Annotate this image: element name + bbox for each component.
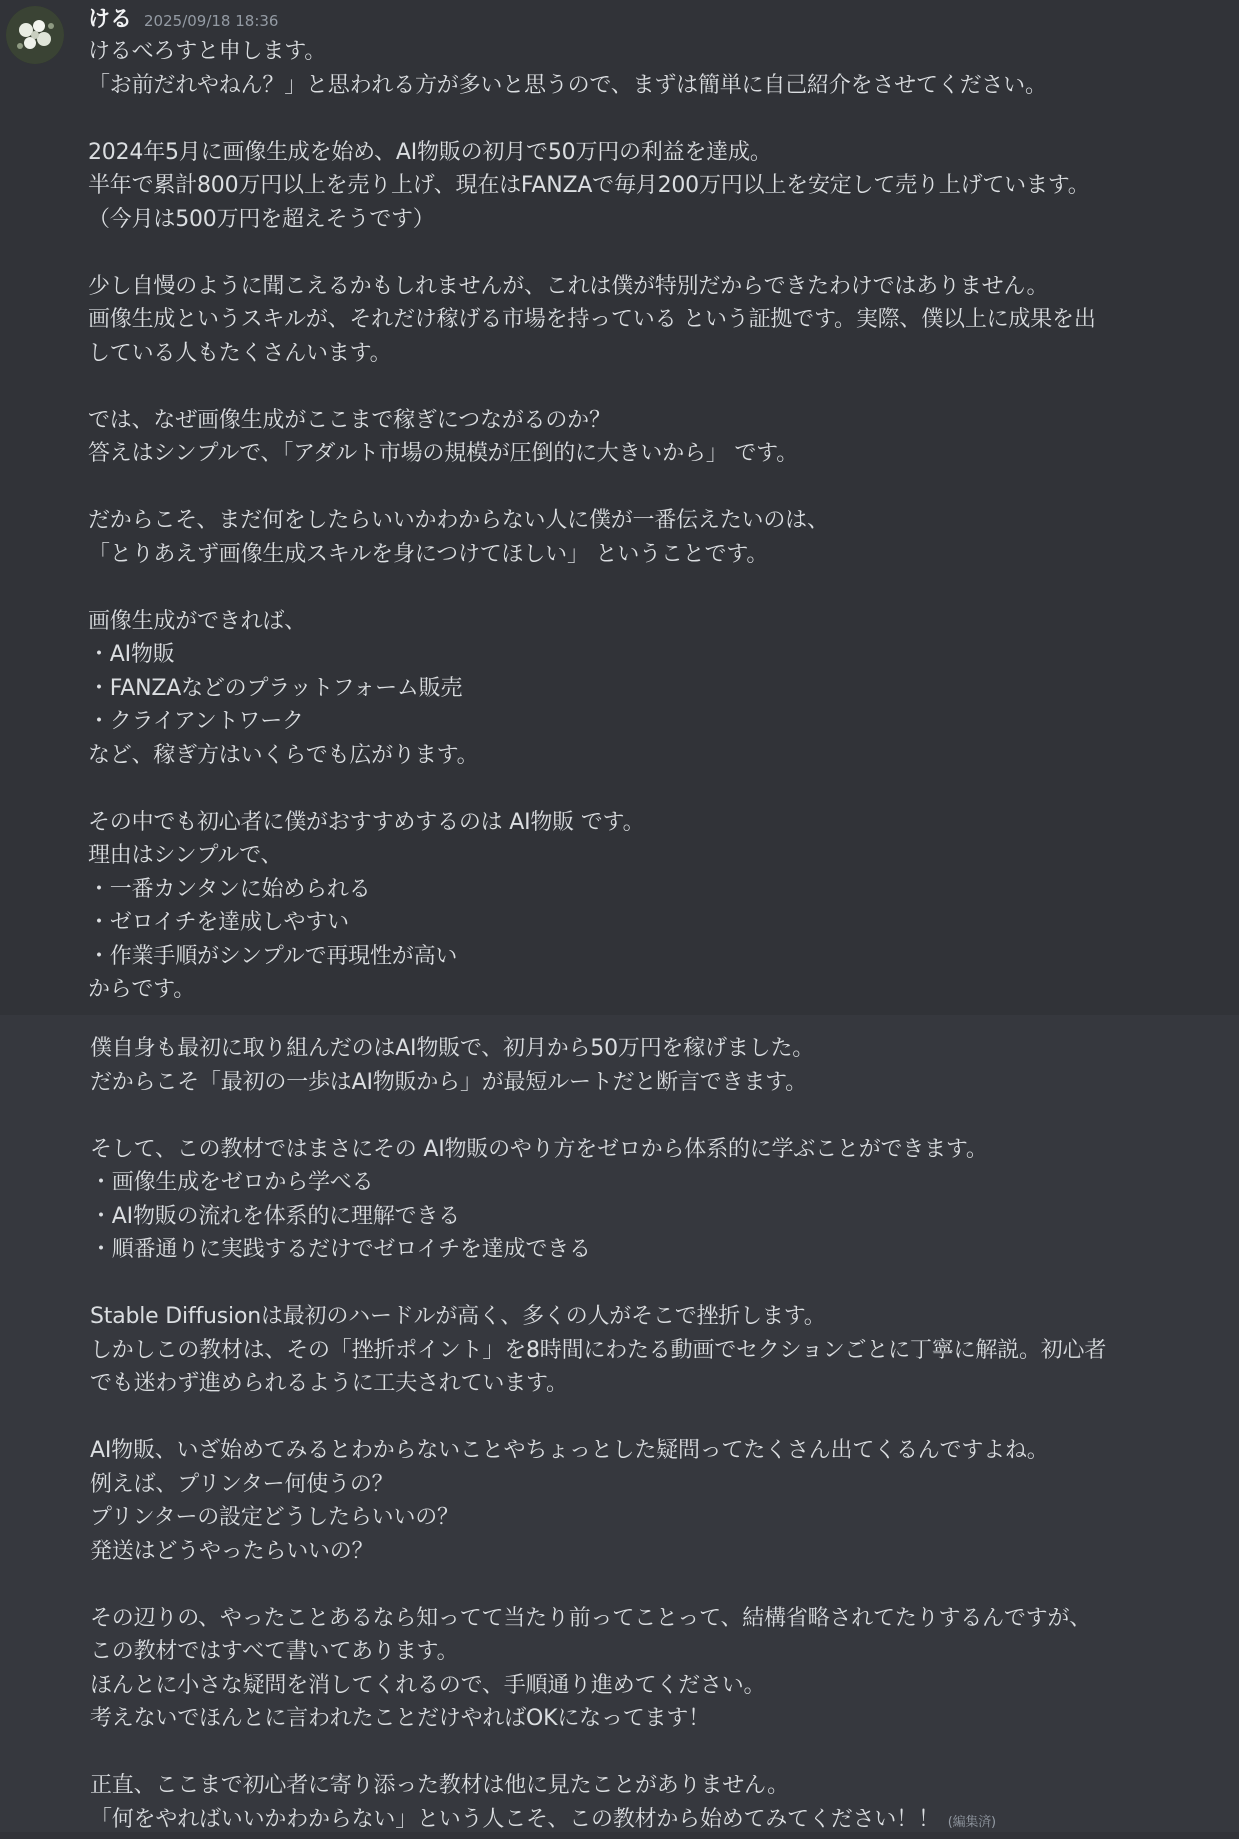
message-text-line [88,705,1228,739]
timestamp[interactable]: 2025/09/18 18:36 [144,12,279,30]
avatar[interactable] [6,6,64,64]
blank-line [90,1099,1230,1133]
message-text: 「とりあえず画像生成スキルを身につけてほしい」 ということです。 [88,541,769,567]
message-text-line [88,906,1228,940]
blank-line [88,571,1228,605]
message-text: プリンターの設定どうしたらいいの？ [90,1505,459,1530]
message-text: 半年で累計800万円以上を売り上げ、現在はFANZAで毎月200万円以上を安定して売り上げています。 [88,173,1090,198]
message-text: だからこそ「最初の一歩はAI物販から」が最短ルートだと断言できます。 [90,1069,807,1095]
blank-line [90,1736,1230,1770]
message-text-line [90,1200,1230,1234]
message-text-line [90,1635,1230,1669]
message-text-line [88,638,1228,672]
message-text-line [90,1032,1230,1066]
message-text-line [90,1066,1230,1100]
message-text: 僕自身も最初に取り組んだのはAI物販で、初月から50万円を稼げました。 [90,1036,815,1061]
message-text-line [88,203,1228,237]
message-text: ・画像生成をゼロから学べる [90,1170,374,1195]
blank-line [88,370,1228,404]
message-text-line [88,404,1228,438]
message-text: （今月は500万円を超えそうです） [88,206,435,232]
message-text-line [88,739,1228,773]
message-text: 「お前だれやねん？」と思われる方が多いと思うので、まずは簡単に自己紹介をさせてください。 [88,72,1047,98]
message-text: でも迷わず進められるように工夫されています。 [90,1371,568,1396]
message-text-line [90,1133,1230,1167]
message-text-line [88,69,1228,103]
message-text-line [90,1434,1230,1468]
message-text-line [90,1803,1230,1837]
blank-line [90,1401,1230,1435]
message-text: 理由はシンプルで、 [88,843,283,868]
message-text: 考えないでほんとに言われたことだけやればOKになってます！ [90,1706,710,1731]
message-text: ・AI物販の流れを体系的に理解できる [90,1203,460,1229]
message-text: している人もたくさんいます。 [88,340,392,366]
blank-line [88,236,1228,270]
message-text: ・ゼロイチを達成しやすい [88,910,349,935]
edited-label: (編集済) [947,1814,996,1830]
blank-line [90,1267,1230,1301]
message-text: ほんとに小さな疑問を消してくれるので、手順通り進めてください。 [90,1672,766,1698]
message-text-line [90,1334,1230,1368]
message-text-line [90,1602,1230,1636]
message-text: 正直、ここまで初心者に寄り添った教材は他に見たことがありません。 [90,1773,789,1798]
message-text: では、なぜ画像生成がここまで稼ぎにつながるのか？ [88,407,611,433]
message-text: だからこそ、まだ何をしたらいいかわからない人に僕が一番伝えたいのは、 [88,508,829,533]
avatar-image [6,6,64,64]
message-text: 少し自慢のように聞こえるかもしれませんが、これは僕が特別だからできたわけではありません。 [88,273,1049,299]
message-text-line [88,873,1228,907]
blank-line [88,471,1228,505]
message-text-line [88,973,1228,1007]
message-text: Stable Diffusionは最初のハードルが高く、多くの人がそこで挫折します。 [90,1304,826,1329]
message-text: ・作業手順がシンプルで再現性が高い [88,943,458,969]
message-text-line [88,437,1228,471]
message-text-line [90,1468,1230,1502]
message-text: 例えば、プリンター何使うの？ [90,1471,394,1497]
message-text: AI物販、いざ始めてみるとわからないことやちょっとした疑問ってたくさん出てくるんですよね。 [90,1438,1049,1463]
message-text: しかしこの教材は、その「挫折ポイント」を8時間にわたる動画でセクションごとに丁寧に解説。初心者 [90,1337,1107,1363]
username[interactable]: ける [88,7,133,32]
message-text-line [88,940,1228,974]
message-text-line [88,806,1228,840]
message-body-bottom [90,1032,1230,1836]
blank-line [88,102,1228,136]
message-text: からです。 [88,977,196,1002]
message-text-line [90,1669,1230,1703]
message-text-line [88,169,1228,203]
message-text: ・順番通りに実践するだけでゼロイチを達成できる [90,1237,591,1262]
blank-line [88,772,1228,806]
message-text: など、稼ぎ方はいくらでも広がります。 [88,742,479,768]
message-text-line [88,303,1228,337]
message-text: その中でも初心者に僕がおすすめするのは AI物販 です。 [88,809,645,835]
message-text-line [90,1535,1230,1569]
message-text-line [88,337,1228,371]
message-text-line [90,1769,1230,1803]
message-text-line [88,839,1228,873]
message-text-line [90,1300,1230,1334]
message-body-top [88,35,1228,1007]
message-header [88,2,278,32]
message-text-line [88,35,1228,69]
message-text: ・FANZAなどのプラットフォーム販売 [88,675,463,701]
message-text: 画像生成というスキルが、それだけ稼げる市場を持っている という証拠です。実際、僕以上に成果を出 [88,307,1096,332]
message-text: 発送はどうやったらいいの？ [90,1538,374,1564]
message-text: そして、この教材ではまさにその AI物販のやり方をゼロから体系的に学ぶことができます。 [90,1136,988,1162]
message-text: ・AI物販 [88,642,175,667]
message-text-line [90,1233,1230,1267]
message-text-line [90,1166,1230,1200]
message-text-line [88,504,1228,538]
message-text: その辺りの、やったことあるなら知ってて当たり前ってことって、結構省略されてたりするんですが、 [90,1605,1092,1631]
blank-line [90,1568,1230,1602]
message-text: この教材ではすべて書いてあります。 [90,1639,459,1664]
message-text: ・クライアントワーク [88,709,304,734]
message-text: 画像生成ができれば、 [88,608,307,634]
message-text-line [90,1367,1230,1401]
message-text-line [90,1702,1230,1736]
message-text-line [88,538,1228,572]
message-text: ・一番カンタンに始められる [88,876,371,902]
message-text-line [88,136,1228,170]
message-text: 2024年5月に画像生成を始め、AI物販の初月で50万円の利益を達成。 [88,139,772,165]
message-text: 「何をやればいいかわからない」という人こそ、この教材から始めてみてください！！ [90,1806,940,1832]
message-text-line [90,1501,1230,1535]
message-text-line [88,605,1228,639]
message-text: 答えはシンプルで、「アダルト市場の規模が圧倒的に大きいから」 です。 [88,441,799,466]
message-text: けるべろすと申します。 [88,39,327,64]
message-text-line [88,270,1228,304]
message-text-line [88,672,1228,706]
